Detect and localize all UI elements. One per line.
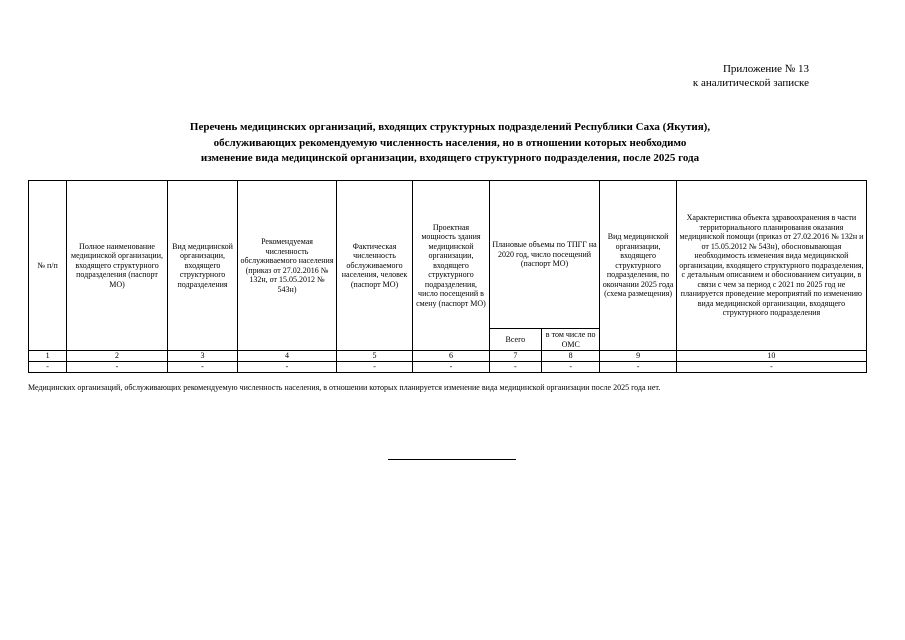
- column-number: 1: [29, 351, 67, 362]
- table-cell: -: [67, 362, 168, 373]
- column-number: 3: [167, 351, 237, 362]
- header-org-type: Вид медицинской организации, входящего структурного подразделения: [167, 181, 237, 351]
- appendix-header: [693, 62, 809, 90]
- footnote: Медицинских организаций, обслуживающих рекомендуемую численность населения, в отношении которых планируется изменение вида медицинской организации после 2025 года нет.: [28, 383, 661, 392]
- table-cell: -: [676, 362, 866, 373]
- column-number: 9: [600, 351, 676, 362]
- column-number: 8: [542, 351, 600, 362]
- appendix-reference: к аналитической записке: [692, 77, 809, 89]
- table-cell: -: [413, 362, 489, 373]
- column-number: 5: [336, 351, 412, 362]
- table-cell: -: [336, 362, 412, 373]
- table-cell: -: [542, 362, 600, 373]
- table-cell: -: [238, 362, 337, 373]
- header-recommended-population: Рекомендуемая численность обслуживаемого населения (приказ от 27.02.2016 № 132н, от 15.05.2012 № 543н): [238, 181, 337, 351]
- header-design-capacity: Проектная мощность здания медицинской организации, входящего структурного подразделения, число посещений в смену (паспорт МО): [413, 181, 489, 351]
- column-number: 6: [413, 351, 489, 362]
- header-actual-population: Фактическая численность обслуживаемого населения, человек (паспорт МО): [336, 181, 412, 351]
- column-number: 7: [489, 351, 541, 362]
- table-cell: -: [489, 362, 541, 373]
- table-column-numbers-row: [29, 351, 867, 362]
- header-org-name: Полное наименование медицинской организации, входящего структурного подразделения (паспорт МО): [67, 181, 168, 351]
- organizations-table: [28, 180, 867, 373]
- appendix-number: Приложение № 13: [722, 63, 809, 75]
- header-total: Всего: [489, 329, 541, 351]
- table-cell: -: [600, 362, 676, 373]
- title-line-1: Перечень медицинских организаций, входящих структурных подразделений Республики Саха (Якутия),: [189, 121, 711, 133]
- table-cell: -: [167, 362, 237, 373]
- table-row: [29, 362, 867, 373]
- header-planned-volumes: Плановые объемы по ТПГГ на 2020 год, число посещений (паспорт МО): [489, 181, 600, 329]
- document-title: [100, 120, 800, 167]
- column-number: 4: [238, 351, 337, 362]
- header-org-type-2025: Вид медицинской организации, входящего структурного подразделения, по окончании 2025 года (схема размещения): [600, 181, 676, 351]
- title-line-3: изменение вида медицинской организации, входящего структурного подразделения, после 2025 года: [200, 152, 700, 164]
- column-number: 2: [67, 351, 168, 362]
- table-header-row: [29, 181, 867, 329]
- table-cell: -: [29, 362, 67, 373]
- signature-line: [388, 459, 516, 460]
- header-number: № п/п: [29, 181, 67, 351]
- header-oms: в том числе по ОМС: [542, 329, 600, 351]
- column-number: 10: [676, 351, 866, 362]
- header-characteristics: Характеристика объекта здравоохранения в части территориального планирования оказания медицинской помощи (приказ от 27.02.2016 № 132н и от 15.05.2012 № 543н), обосновывающая необходимость изменения вида медицинской организации, входящего структурного подразделения, с детальным описанием и обоснованием ситуации, в связи с чем за период с 2021 по 2025 год не планируется проведение мероприятий по изменению вида медицинской организации, входящего структурного подразделения: [676, 181, 866, 351]
- title-line-2: обслуживающих рекомендуемую численность населения, но в отношении которых необходимо: [213, 136, 687, 149]
